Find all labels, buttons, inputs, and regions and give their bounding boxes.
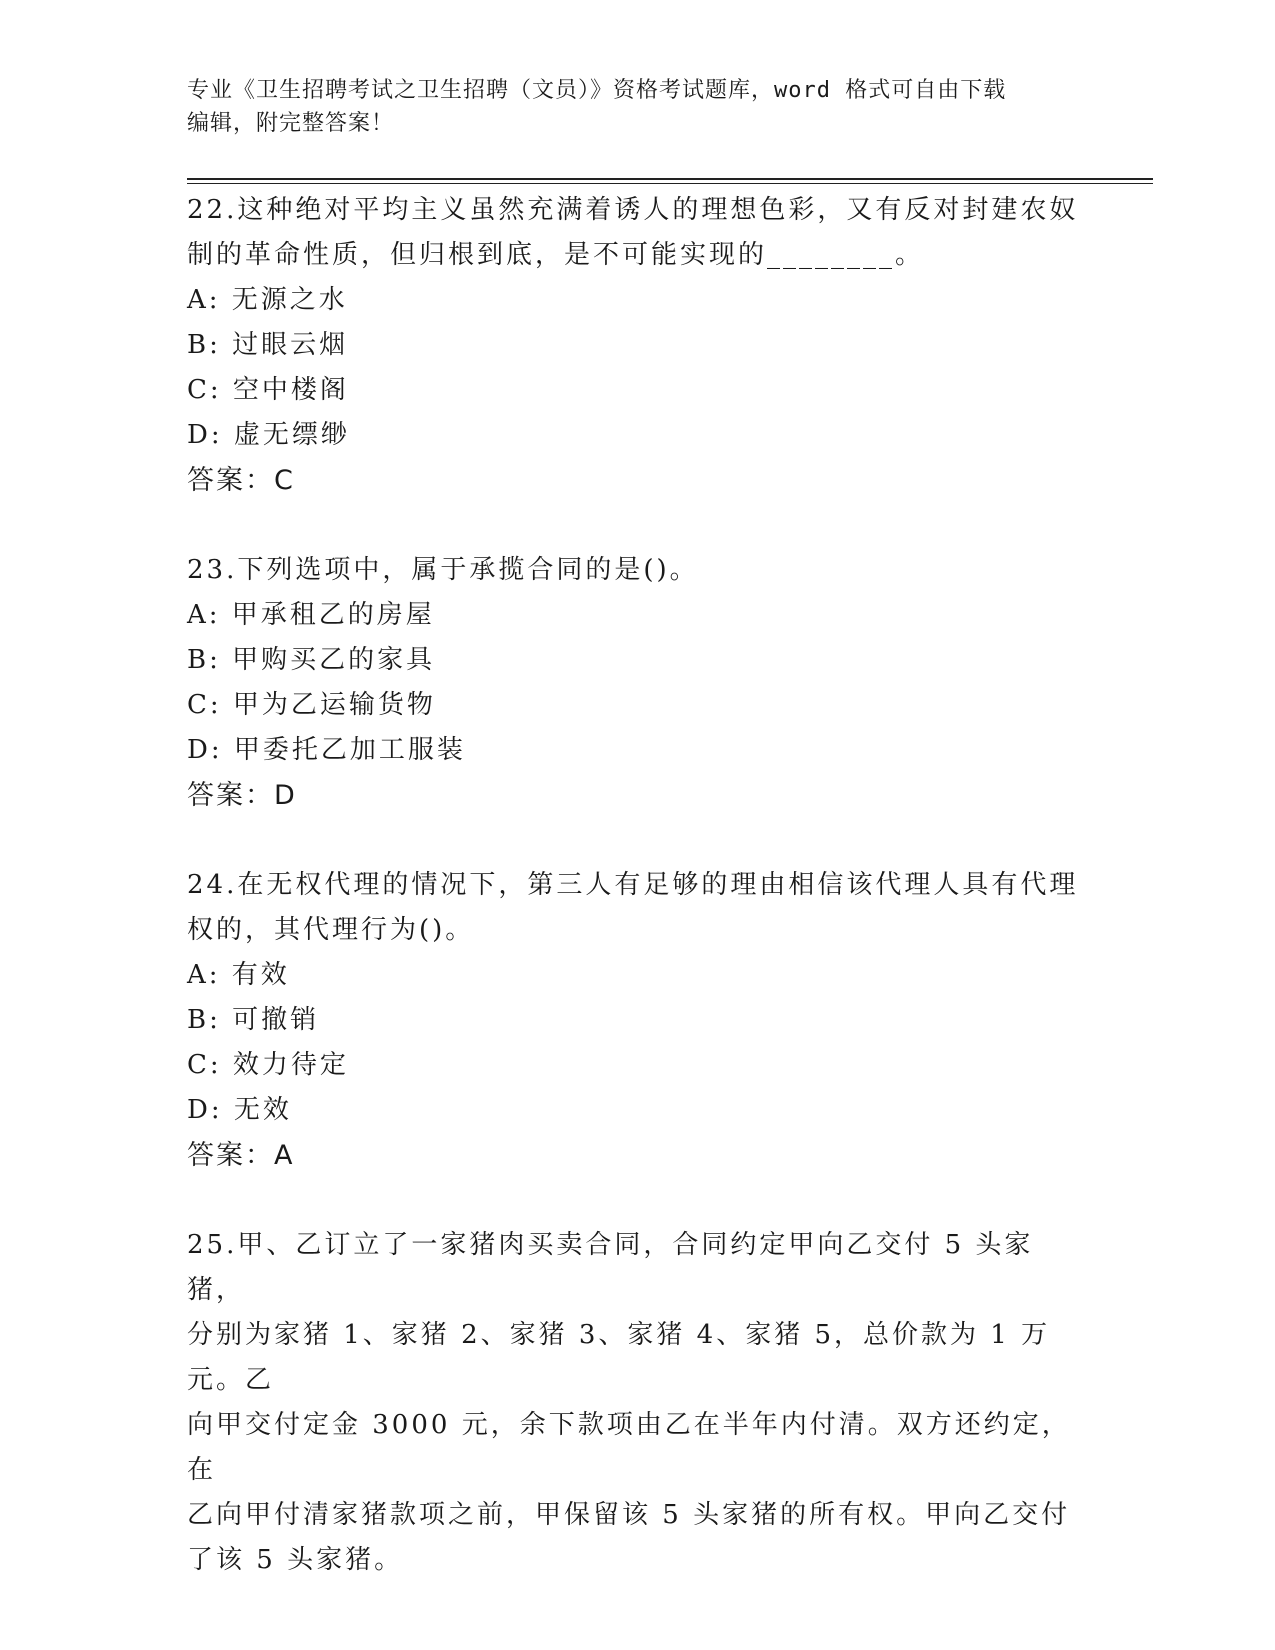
- question-spacer: [187, 1178, 1087, 1223]
- question-spacer: [187, 503, 1087, 548]
- option-a: A: 有效: [187, 960, 290, 990]
- header-divider-thin: [187, 183, 1153, 184]
- answer-line: 答案：D: [187, 780, 297, 811]
- option-c: C: 甲为乙运输货物: [187, 690, 436, 720]
- question-stem-line: 25.甲、乙订立了一家猪肉买卖合同，合同约定甲向乙交付 5 头家猪，: [187, 1230, 1034, 1305]
- question-25: [187, 1223, 1087, 1583]
- option-c: C: 空中楼阁: [187, 375, 349, 405]
- option-c: C: 效力待定: [187, 1050, 349, 1080]
- question-spacer: [187, 818, 1087, 863]
- header-line-1: 专业《卫生招聘考试之卫生招聘（文员）》资格考试题库，word 格式可自由下载: [187, 78, 1007, 103]
- question-stem-line: 权的，其代理行为()。: [187, 915, 475, 945]
- question-stem-line: 制的革命性质，但归根到底，是不可能实现的________。: [187, 240, 925, 270]
- document-header: [187, 74, 1087, 140]
- question-23: [187, 548, 1087, 818]
- option-a: A: 甲承租乙的房屋: [187, 600, 435, 630]
- answer-line: 答案：A: [187, 1140, 295, 1171]
- option-d: D: 无效: [187, 1095, 292, 1125]
- question-list: [187, 188, 1087, 1583]
- option-b: B: 甲购买乙的家具: [187, 645, 436, 675]
- question-24: [187, 863, 1087, 1178]
- question-stem-line: 分别为家猪 1、家猪 2、家猪 3、家猪 4、家猪 5，总价款为 1 万元。乙: [187, 1320, 1051, 1395]
- answer-line: 答案：C: [187, 465, 295, 496]
- question-stem-line: 22.这种绝对平均主义虽然充满着诱人的理想色彩，又有反对封建农奴: [187, 195, 1079, 225]
- question-stem-line: 乙向甲付清家猪款项之前，甲保留该 5 头家猪的所有权。甲向乙交付: [187, 1500, 1071, 1530]
- option-a: A: 无源之水: [187, 285, 348, 315]
- question-stem-line: 24.在无权代理的情况下，第三人有足够的理由相信该代理人具有代理: [187, 870, 1079, 900]
- header-line-2: 编辑，附完整答案！: [187, 111, 395, 136]
- question-stem-line: 向甲交付定金 3000 元，余下款项由乙在半年内付清。双方还约定，在: [187, 1410, 1071, 1485]
- question-stem-line: 23.下列选项中，属于承揽合同的是()。: [187, 555, 699, 585]
- option-b: B: 可撤销: [187, 1005, 320, 1035]
- option-d: D: 虚无缥缈: [187, 420, 350, 450]
- header-divider-thick: [187, 178, 1153, 180]
- question-stem-line: 了该 5 头家猪。: [187, 1545, 404, 1575]
- option-b: B: 过眼云烟: [187, 330, 349, 360]
- option-d: D: 甲委托乙加工服装: [187, 735, 466, 765]
- question-22: [187, 188, 1087, 503]
